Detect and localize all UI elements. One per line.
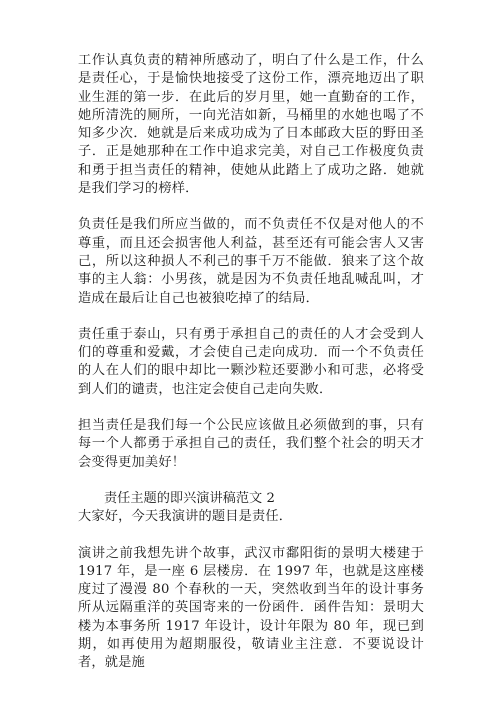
paragraph-gap — [78, 399, 424, 417]
paragraph-gap — [78, 308, 424, 326]
section-title: 责任主题的即兴演讲稿范文 2 — [104, 490, 275, 506]
paragraph-gap — [78, 472, 424, 490]
paragraph-4: 担当责任是我们每一个公民应该做且必须做到的事，只有每一个人都勇于承担自己的责任，我们整个社会的明天才会变得更加美好！ — [78, 418, 424, 470]
greeting-line: 大家好，今天我演讲的题目是责任． — [78, 509, 293, 525]
document-page — [78, 52, 424, 673]
paragraph-3: 责任重于泰山，只有勇于承担自己的责任的人才会受到人们的尊重和爱戴，才会使自己走向成功．而一个不负责任的人在人们的眼中却比一颗沙粒还要渺小和可悲，必将受到人们的谴责，也注定会使自己走向失败． — [78, 326, 424, 397]
paragraph-1: 工作认真负责的精神所感动了，明白了什么是工作，什么是责任心，于是愉快地接受了这份工作，漂亮地迈出了职业生涯的第一步．在此后的岁月里，她一直勤奋的工作，她所清洗的厕所，一向光洁如新，马桶里的水她也喝了不知多少次．她就是后来成功成为了日本邮政大臣的野田圣子．正是她那种在工作中追求完美，对自己工作极度负责和勇于担当责任的精神，使她从此踏上了成功之路．她就是我们学习的榜样． — [78, 53, 424, 197]
paragraph-story: 演讲之前我想先讲个故事，武汉市鄱阳街的景明大楼建于 1917 年，是一座 6 层楼房．在 1997 年，也就是这座楼度过了漫漫 80 个春秋的一天，突然收到当年的设计事务所从远隔重洋的英国寄来的一份函件．函件告知：景明大楼为本事务所 1917 年设计，设计年限为 80 年，现已到期，如再使用为超期服役，敬请业主注意．不要说设计者，就是施 — [78, 545, 424, 671]
paragraph-gap — [78, 527, 424, 545]
paragraph-2: 负责任是我们所应当做的，而不负责任不仅是对他人的不尊重，而且还会损害他人利益，甚至还有可能会害人又害己，所以这种损人不利己的事千万不能做．狼来了这个故事的主人翁：小男孩，就是因为不负责任地乱喊乱叫，才造成在最后让自己也被狼吃掉了的结局． — [78, 217, 424, 306]
paragraph-gap — [78, 198, 424, 216]
